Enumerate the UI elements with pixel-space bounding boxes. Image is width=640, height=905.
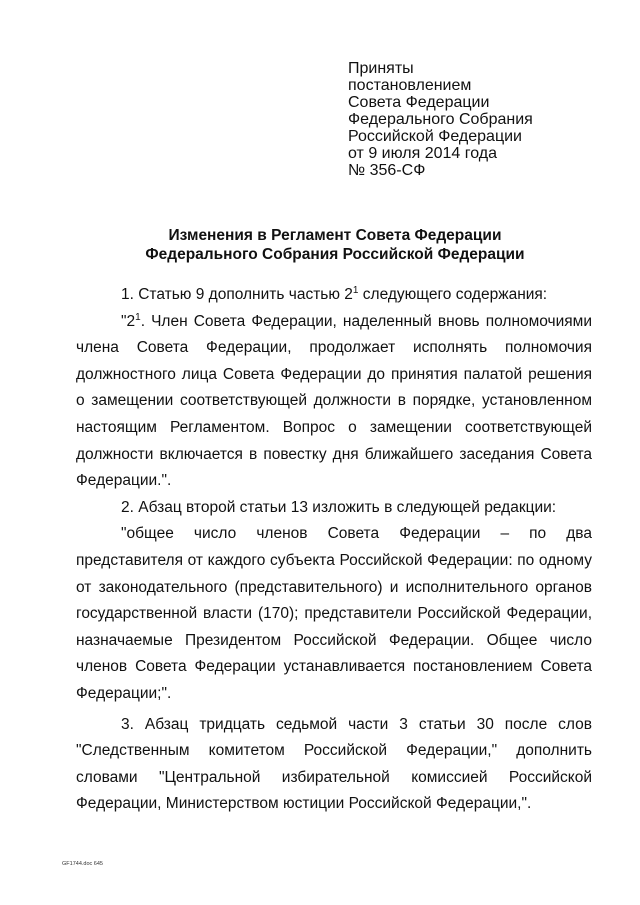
header-line: Приняты [348, 60, 414, 77]
paragraph-text: "2 [121, 312, 136, 330]
header-line: № 356-СФ [348, 162, 426, 179]
superscript: 1 [352, 284, 359, 296]
header-line: Совета Федерации [348, 94, 490, 111]
header-line: Федерального Собрания [348, 111, 533, 128]
paragraph-item-2: 2. Абзац второй статьи 13 изложить в следующей редакции: [121, 498, 557, 516]
paragraph-item-1 [76, 282, 592, 309]
paragraph-item-3: 3. Абзац тридцать седьмой части 3 статьи 30 после слов "Следственным комитетом Российской Федерации," дополнить словами "Центральной избирательной комиссией Российской Федерации, Министерством юстиции Российской Федерации,". [76, 715, 592, 813]
file-code-footer: GF1744.doc 645 [62, 861, 103, 867]
header-line: от 9 июля 2014 года [348, 145, 497, 162]
superscript: 1 [135, 311, 141, 323]
paragraph-text: . Член Совета Федерации, наделенный вновь полномочиями члена Совета Федерации, продолжает исполнять полномочия должностного лица Совета Федерации до принятия палатой решения о замещении соответствующей должности в порядке, установленном настоящим Регламентом. Вопрос о замещении соответствующей должности включается в повестку дня ближайшего заседания Совета Федерации.". [76, 312, 592, 490]
paragraph-text: 1. Статью 9 дополнить частью 2 [121, 286, 353, 303]
document-body [76, 282, 592, 818]
paragraph-quote-2-1 [76, 309, 592, 495]
title-line-1: Изменения в Регламент Совета Федерации [168, 227, 502, 244]
paragraph-text: следующего содержания: [358, 286, 548, 303]
header-line: постановлением [348, 77, 472, 94]
header-line: Российской Федерации [348, 128, 522, 145]
document-title [60, 226, 610, 264]
paragraph-quote-article-13: "общее число членов Совета Федерации – по два представителя от каждого субъекта Российской Федерации: по одному от законодательного (представительного) и исполнительного органов государственной власти (170); представители Российской Федерации, назначаемые Президентом Российской Федерации. Общее число членов Совета Федерации устанавливается постановлением Совета Федерации;". [76, 525, 592, 702]
title-line-2: Федерального Собрания Российской Федерации [145, 246, 525, 263]
adoption-header [348, 60, 533, 179]
